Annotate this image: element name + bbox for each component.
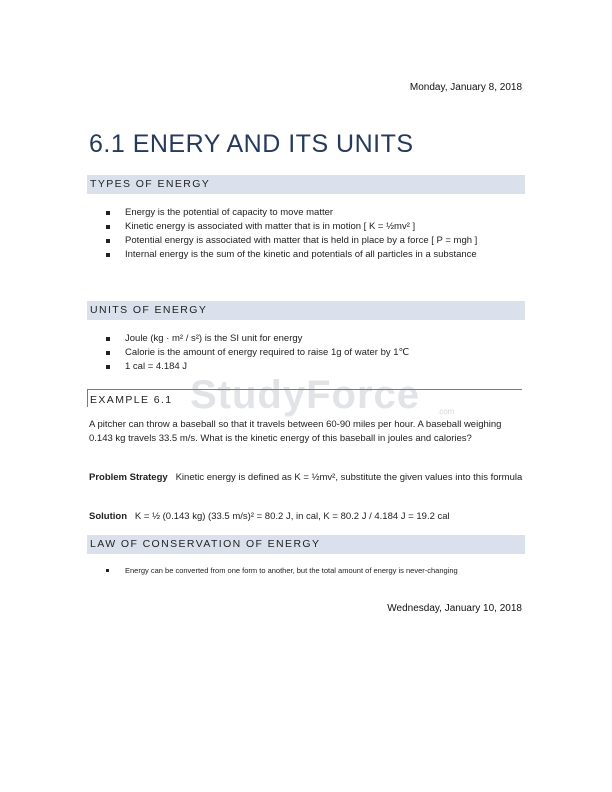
section-header-conservation: [87, 535, 525, 554]
example-header: [87, 389, 522, 407]
section-header-units: [87, 301, 525, 320]
section-heading-types: TYPES OF ENERGY: [90, 178, 211, 190]
example-strategy: [89, 471, 525, 485]
list-item: Joule (kg · m² / s²) is the SI unit for energy: [106, 332, 506, 346]
example-solution: [89, 510, 525, 524]
watermark-sub: .com: [437, 407, 455, 416]
section-heading-units: UNITS OF ENERGY: [90, 304, 208, 316]
list-item: 1 cal = 4.184 J: [106, 360, 506, 374]
solution-label: Solution: [89, 511, 127, 522]
strategy-text: Kinetic energy is defined as K = ½mv², substitute the given values into this formula: [175, 472, 523, 483]
list-item: Energy is the potential of capacity to move matter: [106, 206, 506, 220]
example-heading: EXAMPLE 6.1: [90, 394, 173, 406]
list-item: Potential energy is associated with matter that is held in place by a force [ P = mgh ]: [106, 234, 506, 248]
page-title: 6.1 ENERY AND ITS UNITS: [89, 130, 414, 158]
section-header-types: [87, 175, 525, 194]
units-list: [106, 332, 506, 374]
conservation-list: [106, 563, 496, 578]
strategy-label: Problem Strategy: [89, 472, 168, 483]
types-list: [106, 206, 506, 262]
solution-text: K = ½ (0.143 kg) (33.5 m/s)² = 80.2 J, in cal, K = 80.2 J / 4.184 J = 19.2 cal: [134, 511, 450, 522]
example-problem: A pitcher can throw a baseball so that it travels between 60-90 miles per hour. A baseball weighing 0.143 kg travels 33.5 m/s. What is the kinetic energy of this baseball in joules and calories?: [89, 419, 502, 444]
date-top: Monday, January 8, 2018: [409, 82, 522, 93]
section-heading-conservation: LAW OF CONSERVATION OF ENERGY: [90, 538, 321, 550]
list-item: Kinetic energy is associated with matter that is in motion [ K = ½mv² ]: [106, 220, 506, 234]
list-item: Internal energy is the sum of the kinetic and potentials of all particles in a substance: [106, 248, 506, 262]
date-bottom: Wednesday, January 10, 2018: [387, 603, 522, 614]
list-item: Calorie is the amount of energy required to raise 1g of water by 1℃: [106, 346, 506, 360]
list-item: Energy can be converted from one form to another, but the total amount of energy is never-changing: [106, 563, 496, 578]
watermark-logo: StudyForce: [190, 373, 421, 417]
